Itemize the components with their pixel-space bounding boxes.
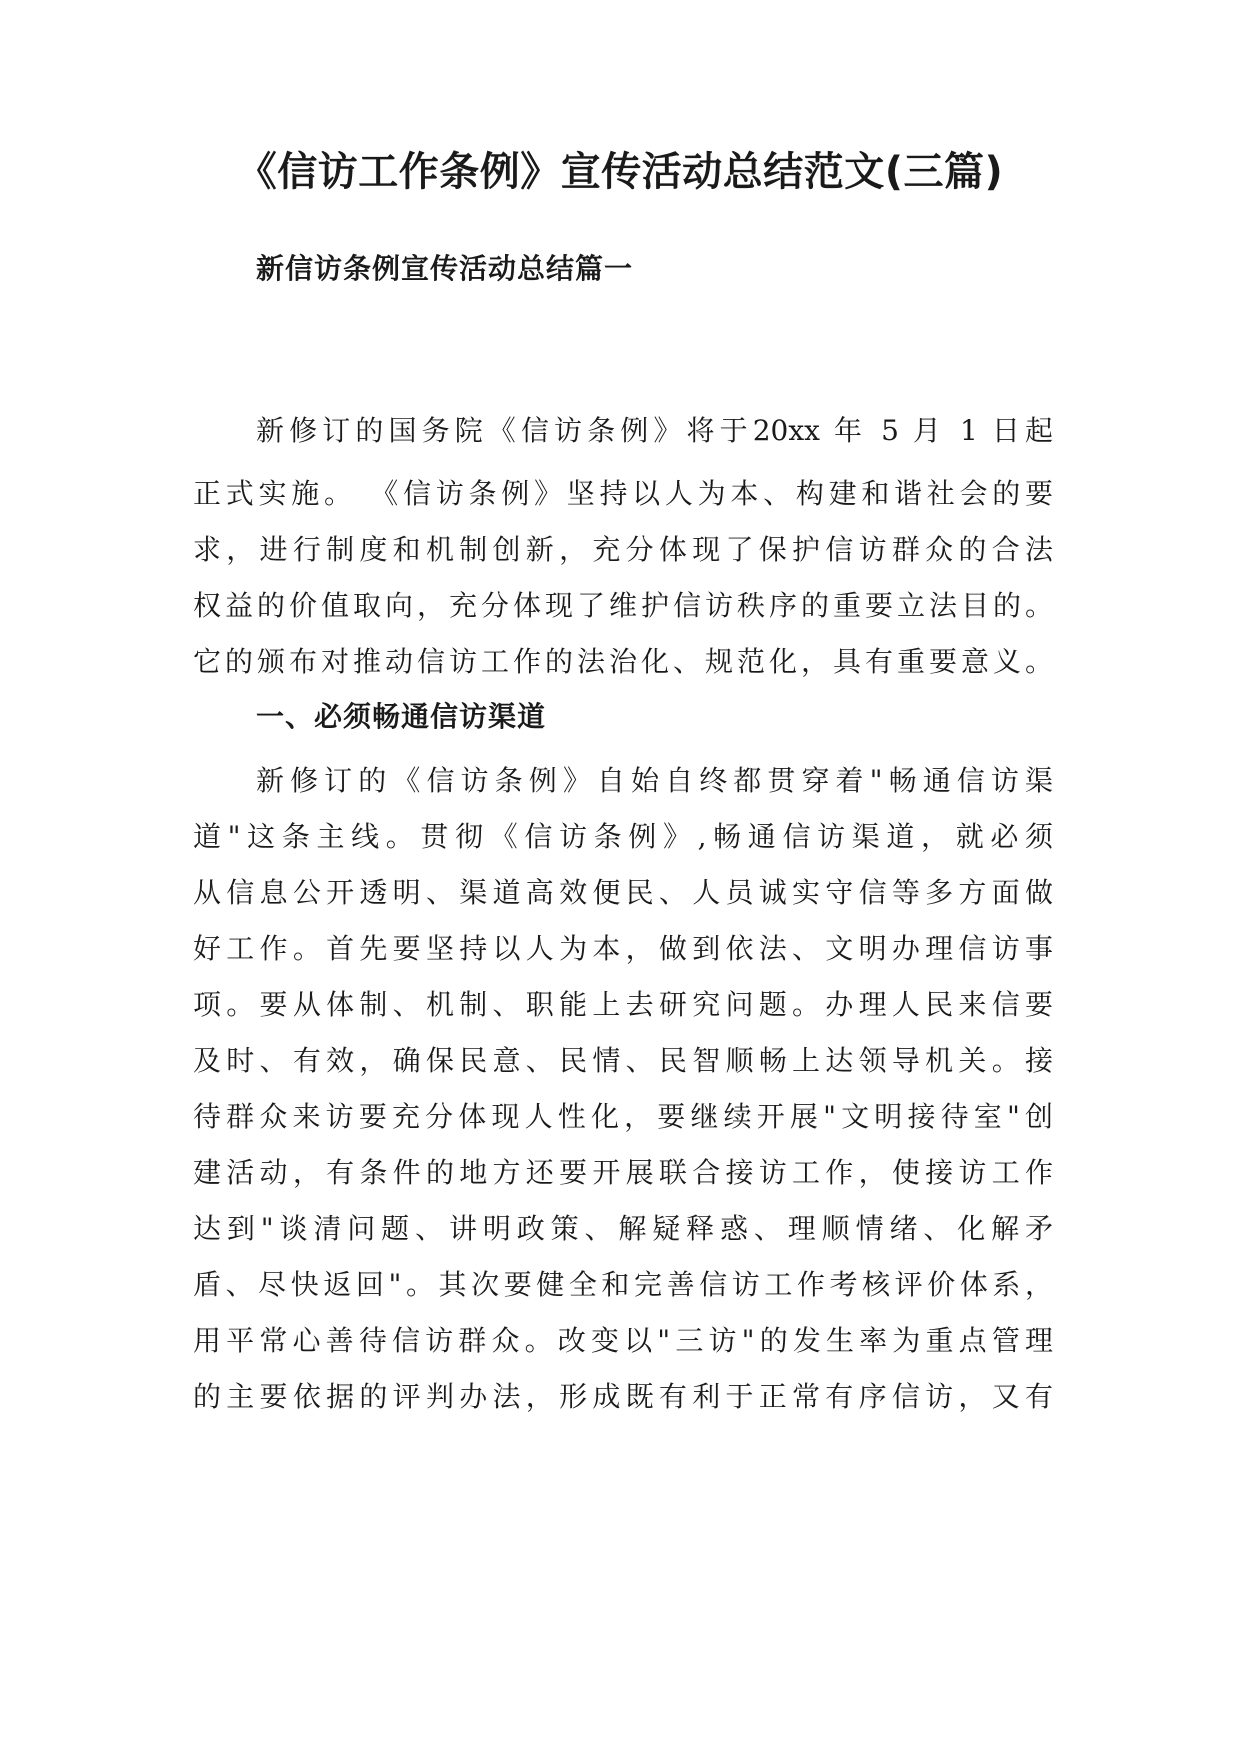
document-title: 《信访工作条例》宣传活动总结范文(三篇) xyxy=(236,149,1004,195)
paragraph2-line-7: 待群众来访要充分体现人性化，要继续开展"文明接待室"创 xyxy=(193,1100,1053,1133)
paragraph2-line-3: 从信息公开透明、渠道高效便民、人员诚实守信等多方面做 xyxy=(193,876,1053,909)
paragraph1-line-2: 正式实施。 《信访条例》坚持以人为本、构建和谐社会的要 xyxy=(193,477,1053,510)
paragraph2-line-2: 道"这条主线。贯彻《信访条例》,畅通信访渠道，就必须 xyxy=(193,820,1053,853)
paragraph1-line-4: 权益的价值取向，充分体现了维护信访秩序的重要立法目的。 xyxy=(193,589,1053,622)
paragraph1-line-1: 新修订的国务院《信访条例》将于20xx 年 5 月 1 日起 xyxy=(256,414,1053,447)
paragraph2-line-10: 盾、尽快返回"。其次要健全和完善信访工作考核评价体系， xyxy=(193,1268,1053,1301)
paragraph1-line-3: 求，进行制度和机制创新，充分体现了保护信访群众的合法 xyxy=(193,533,1053,566)
paragraph2-line-11: 用平常心善待信访群众。改变以"三访"的发生率为重点管理 xyxy=(193,1324,1053,1357)
paragraph2-line-4: 好工作。首先要坚持以人为本，做到依法、文明办理信访事 xyxy=(193,932,1053,965)
paragraph2-line-12: 的主要依据的评判办法，形成既有利于正常有序信访，又有 xyxy=(193,1380,1053,1413)
paragraph2-line-9: 达到"谈清问题、讲明政策、解疑释惑、理顺情绪、化解矛 xyxy=(193,1212,1053,1245)
paragraph2-line-8: 建活动，有条件的地方还要开展联合接访工作，使接访工作 xyxy=(193,1156,1053,1189)
paragraph1-line-5: 它的颁布对推动信访工作的法治化、规范化，具有重要意义。 xyxy=(193,645,1053,678)
paragraph2-line-5: 项。要从体制、机制、职能上去研究问题。办理人民来信要 xyxy=(193,988,1053,1021)
paragraph2-line-1: 新修订的《信访条例》自始自终都贯穿着"畅通信访渠 xyxy=(256,764,1053,797)
subheading-1: 一、必须畅通信访渠道 xyxy=(256,700,547,733)
section-heading: 新信访条例宣传活动总结篇一 xyxy=(256,252,634,285)
paragraph2-line-6: 及时、有效，确保民意、民情、民智顺畅上达领导机关。接 xyxy=(193,1044,1053,1077)
